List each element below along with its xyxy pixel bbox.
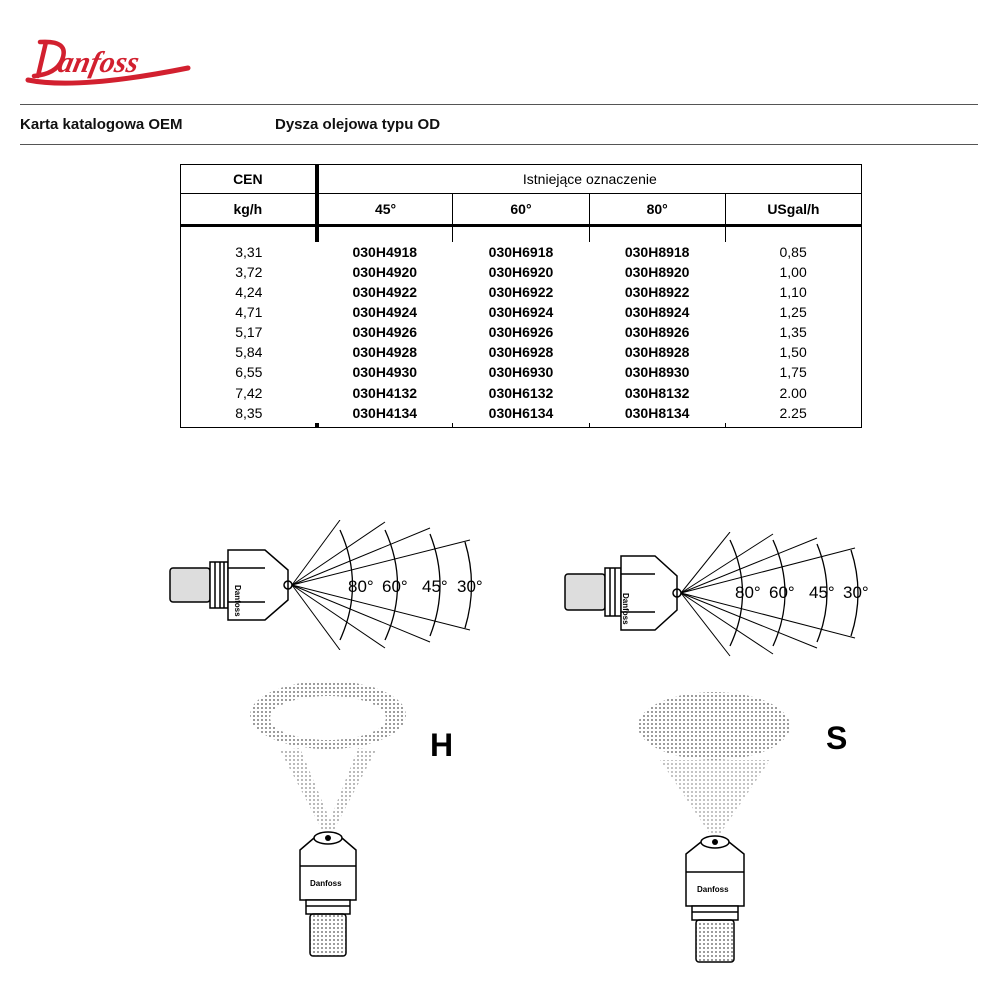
cell-kgh: 3,31 xyxy=(235,243,263,260)
nozzle-brand-mark: Danfoss xyxy=(697,885,729,894)
spray-type-solid-label: S xyxy=(826,720,848,756)
doc-type: Karta katalogowa OEM xyxy=(20,116,183,133)
nozzle-brand-mark: Danfoss xyxy=(621,593,630,625)
cell-usgal: 1,25 xyxy=(779,304,807,321)
header-divider-bottom xyxy=(20,144,978,145)
cell-usgal: 1,35 xyxy=(779,324,807,341)
cell-code-80: 030H8924 xyxy=(624,304,690,321)
cell-kgh: 7,42 xyxy=(235,384,263,401)
nozzle-angle-diagram-left xyxy=(160,520,500,650)
cell-usgal: 2.00 xyxy=(779,384,807,401)
angle-label-30: 30° xyxy=(457,577,483,596)
table-row xyxy=(181,383,862,403)
header-80: 80° xyxy=(589,194,725,226)
cell-code-45: 030H4920 xyxy=(352,263,418,280)
cell-code-60: 030H6922 xyxy=(488,283,554,300)
header-kgh: kg/h xyxy=(181,194,317,226)
table-row xyxy=(181,362,862,382)
cell-code-45: 030H4134 xyxy=(352,404,418,421)
cell-usgal: 1,00 xyxy=(779,263,807,280)
cell-code-80: 030H8926 xyxy=(624,324,690,341)
cell-code-45: 030H4918 xyxy=(352,243,418,260)
table-row xyxy=(181,342,862,362)
angle-label-80: 80° xyxy=(348,577,374,596)
nozzle-brand-mark: Danfoss xyxy=(310,879,342,888)
cell-code-80: 030H8930 xyxy=(624,364,690,381)
cell-code-60: 030H6924 xyxy=(488,304,554,321)
table-row xyxy=(181,262,862,282)
cell-kgh: 4,71 xyxy=(235,304,263,321)
cell-code-60: 030H6132 xyxy=(488,384,554,401)
angle-label-60: 60° xyxy=(382,577,408,596)
table-row xyxy=(181,242,862,262)
cell-code-45: 030H4132 xyxy=(352,384,418,401)
angle-label-45: 45° xyxy=(422,577,448,596)
cell-usgal: 1,75 xyxy=(779,364,807,381)
cell-code-80: 030H8134 xyxy=(624,404,690,421)
cell-kgh: 8,35 xyxy=(235,404,263,421)
cell-usgal: 1,10 xyxy=(779,283,807,300)
cell-kgh: 3,72 xyxy=(235,263,263,280)
cell-code-80: 030H8920 xyxy=(624,263,690,280)
table-row xyxy=(181,322,862,342)
doc-title: Dysza olejowa typu OD xyxy=(275,116,441,133)
cell-code-45: 030H4926 xyxy=(352,324,418,341)
cell-code-80: 030H8132 xyxy=(624,384,690,401)
nozzle-brand-mark: Danfoss xyxy=(233,585,242,617)
nozzle-angle-diagram-right xyxy=(555,532,885,660)
cell-code-60: 030H6930 xyxy=(488,364,554,381)
header-existing-designation: Istniejące oznaczenie xyxy=(317,165,862,194)
svg-text:anfoss: anfoss xyxy=(55,45,143,79)
table-row xyxy=(181,282,862,302)
cell-usgal: 2.25 xyxy=(779,404,807,421)
angle-label-45: 45° xyxy=(809,583,835,602)
angle-label-30: 30° xyxy=(843,583,869,602)
cell-code-45: 030H4930 xyxy=(352,364,418,381)
danfoss-logo xyxy=(18,28,200,98)
angle-label-80: 80° xyxy=(735,583,761,602)
cell-code-45: 030H4922 xyxy=(352,283,418,300)
cell-code-60: 030H6918 xyxy=(488,243,554,260)
hollow-cone-spray-diagram xyxy=(240,670,420,960)
cell-usgal: 1,50 xyxy=(779,344,807,361)
cell-code-60: 030H6920 xyxy=(488,263,554,280)
table-row xyxy=(181,403,862,423)
nozzle-catalog-table xyxy=(180,164,862,428)
header-cen: CEN xyxy=(181,165,317,194)
header-60: 60° xyxy=(453,194,589,226)
solid-cone-spray-diagram xyxy=(630,686,800,966)
cell-kgh: 4,24 xyxy=(235,283,263,300)
cell-code-60: 030H6134 xyxy=(488,404,554,421)
header-usgal: USgal/h xyxy=(725,194,861,226)
header-divider-top xyxy=(20,104,978,105)
cell-code-80: 030H8928 xyxy=(624,344,690,361)
cell-code-60: 030H6926 xyxy=(488,324,554,341)
angle-label-60: 60° xyxy=(769,583,795,602)
cell-code-45: 030H4928 xyxy=(352,344,418,361)
cell-code-80: 030H8922 xyxy=(624,283,690,300)
cell-kgh: 6,55 xyxy=(235,364,263,381)
cell-usgal: 0,85 xyxy=(779,243,807,260)
cell-code-60: 030H6928 xyxy=(488,344,554,361)
spray-type-hollow-label: H xyxy=(430,727,454,763)
cell-kgh: 5,84 xyxy=(235,344,263,361)
cell-kgh: 5,17 xyxy=(235,324,263,341)
cell-code-45: 030H4924 xyxy=(352,304,418,321)
table-row xyxy=(181,302,862,322)
header-45: 45° xyxy=(317,194,453,226)
cell-code-80: 030H8918 xyxy=(624,243,690,260)
